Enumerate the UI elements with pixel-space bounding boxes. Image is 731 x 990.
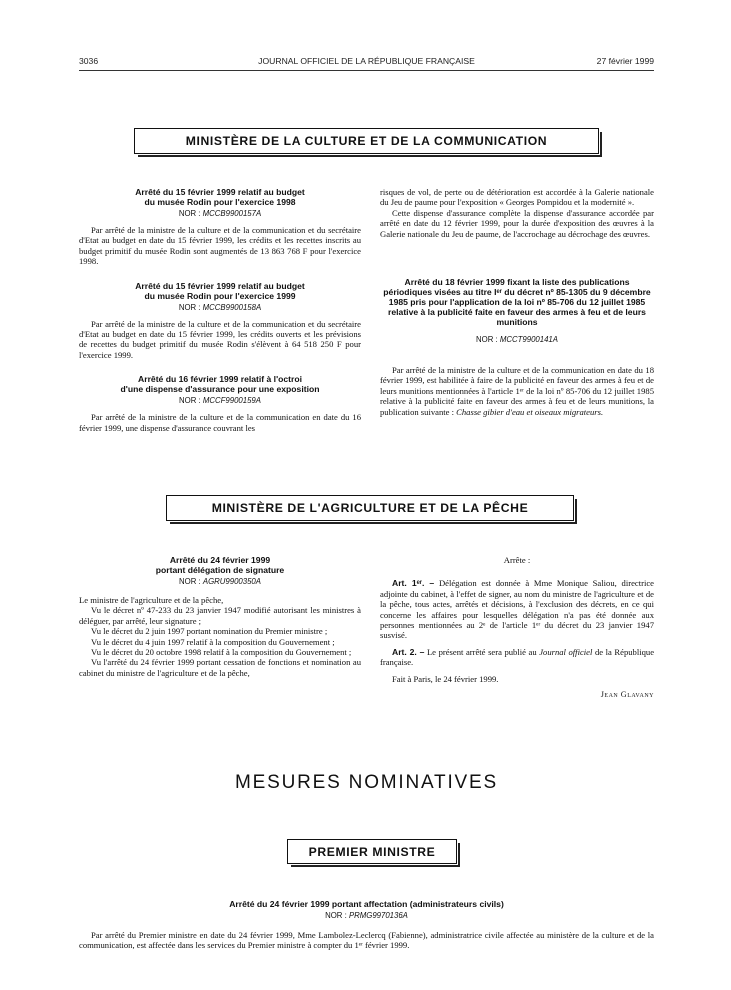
nor-reference	[380, 335, 654, 345]
nor-code: MCCT9900141A	[499, 335, 558, 345]
ministry-pm-title: PREMIER MINISTRE	[308, 844, 436, 859]
ministry-agriculture-box	[166, 495, 574, 521]
decree-visa: Vu le décret du 20 octobre 1998 relatif à la composition du Gouvernement ;	[91, 647, 352, 658]
article-2	[380, 647, 654, 668]
publication-name: Chasse gibier d'eau et oiseaux migrateurs.	[456, 406, 604, 417]
ministry-agriculture-title: MINISTÈRE DE L'AGRICULTURE ET DE LA PÊCHE	[211, 501, 529, 515]
nor-label: NOR :	[178, 302, 201, 312]
decree-title-line: Arrêté du 15 février 1999 relatif au budget	[135, 280, 305, 291]
culture-left-column	[79, 187, 361, 433]
journal-name: Journal officiel	[539, 646, 593, 657]
nor-code: MCCB9900158A	[202, 302, 262, 312]
ministry-pm-box	[287, 839, 457, 864]
page-number: 3036	[79, 56, 99, 66]
nomination-decree	[79, 899, 654, 951]
arrete-label: Arrête :	[503, 555, 531, 565]
nor-reference	[79, 209, 361, 219]
culture-right-column	[380, 187, 654, 417]
decree-text-body: Par arrêté de la ministre de la culture et de la communication en date du 18 février 1999, est habilitée à faire de la publicité en faveur des armes à feu et de leurs munitions mentionnées à l'article 1ᵉʳ de la loi nº 85-706 du 12 juillet 1985 relative à la publicité faite en faveur des armes à feu et de leurs munitions, la publication suivante :	[380, 365, 654, 417]
nor-reference	[79, 911, 654, 921]
decree-title	[79, 374, 361, 394]
decree-title-line: portant délégation de signature	[155, 565, 285, 575]
decree-title	[79, 555, 361, 575]
decree-text: Cette dispense d'assurance complète la dispense d'assurance accordée par arrêté en date du 12 février 1999, pour la durée d'exposition des œuvres à la Galerie nationale du Jeu de paume, de l'accrochage au décrochage des œuvres.	[380, 207, 654, 239]
decree-visa: Vu le décret du 4 juin 1997 relatif à la composition du Gouvernement ;	[91, 636, 335, 647]
nor-label: NOR :	[476, 335, 498, 345]
issue-date: 27 février 1999	[596, 56, 654, 66]
decree-title-line: Arrêté du 24 février 1999	[169, 555, 271, 565]
nor-code: MCCB9900157A	[202, 209, 262, 218]
decree-title-line: du musée Rodin pour l'exercice 1998	[144, 197, 296, 207]
decree-title-line: d'une dispense d'assurance pour une exposition	[120, 384, 320, 395]
nor-code: MCCF9900159A	[202, 396, 261, 406]
decree-text	[380, 365, 654, 417]
done-at: Fait à Paris, le 24 février 1999.	[392, 673, 499, 684]
nor-reference	[79, 577, 361, 587]
nor-code: PRMG9970136A	[348, 911, 408, 921]
decree-visa: Le ministre de l'agriculture et de la pêche,	[79, 595, 224, 605]
article-1	[380, 578, 654, 640]
decree-title: Arrêté du 18 février 1999 fixant la liste des publications périodiques visées au titre Iᵉʳ du décret nº 85-1305 du 9 décembre 1985 pris pour l'application de la loi nº 85-706 du 12 juillet 1985 relative à la publicité faite en faveur des armes à feu et de leurs munitions	[383, 277, 651, 328]
ministry-culture-title: MINISTÈRE DE LA CULTURE ET DE LA COMMUNICATION	[185, 134, 548, 148]
decree-text-continued: risques de vol, de perte ou de détérioration est accordée à la Galerie nationale du Jeu de paume pour l'exposition « Georges Pompidou et la modernité ».	[380, 187, 654, 208]
decree-text: Par arrêté du Premier ministre en date du 24 février 1999, Mme Lambolez-Leclercq (Fabienne), administratrice civile affectée au ministère de la culture et de la communication, est affectée dans les services du Premier ministre à compter du 1ᵉʳ février 1999.	[79, 929, 654, 951]
nor-label: NOR :	[179, 396, 201, 406]
nor-reference	[79, 396, 361, 406]
agriculture-left-column	[79, 555, 361, 678]
decree-visa: Vu le décret du 2 juin 1997 portant nomination du Premier ministre ;	[91, 626, 328, 637]
nor-label: NOR :	[179, 577, 201, 586]
decree-text: Par arrêté de la ministre de la culture et de la communication et du secrétaire d'Etat au budget en date du 15 février 1999, les crédits ouverts et les prévisions de recettes du budget primitif du musée Rodin s'élèvent à 64 518 250 F pour l'exercice 1999.	[79, 318, 361, 360]
nor-reference	[79, 303, 361, 313]
journal-title: JOURNAL OFFICIEL DE LA RÉPUBLIQUE FRANÇAISE	[258, 56, 475, 66]
article-2-text: Le présent arrêté sera publié au	[426, 646, 537, 657]
nor-code: AGRU9900350A	[202, 577, 261, 586]
article-2-text-end: de la République française.	[380, 646, 655, 668]
nor-label: NOR :	[325, 911, 347, 921]
header-rule	[79, 70, 654, 71]
decree-title	[79, 281, 361, 301]
decree-text: Par arrêté de la ministre de la culture et de la communication et du secrétaire d'Etat au budget en date du 15 février 1999, les crédits et les recettes inscrits au budget primitif du musée Rodin sont augmentés de 13 863 768 F pour l'exercice 1998.	[79, 225, 361, 267]
article-1-label: Art. 1ᵉʳ. –	[392, 578, 435, 589]
article-2-label: Art. 2. –	[392, 646, 425, 657]
decree-title-line: du musée Rodin pour l'exercice 1999	[144, 290, 296, 301]
decree-title: Arrêté du 24 février 1999 portant affectation (administrateurs civils)	[229, 899, 504, 909]
agriculture-right-column	[380, 555, 654, 700]
decree-visa: Vu l'arrêté du 24 février 1999 portant cessation de fonctions et nomination au cabinet du ministre de l'agriculture et de la pêche,	[79, 657, 361, 678]
decree-title-line: Arrêté du 16 février 1999 relatif à l'octroi	[138, 374, 302, 385]
decree-text: Par arrêté de la ministre de la culture et de la communication en date du 16 février 1999, une dispense d'assurance couvrant les	[79, 412, 361, 433]
ministry-culture-box	[134, 128, 599, 154]
running-header	[79, 56, 654, 68]
decree-title-line: Arrêté du 15 février 1999 relatif au budget	[135, 187, 305, 197]
decree-title	[79, 187, 361, 207]
signature: Jean Glavany	[600, 690, 654, 700]
nor-label: NOR :	[178, 209, 201, 218]
section-heading: MESURES NOMINATIVES	[235, 772, 498, 793]
decree-visa: Vu le décret nº 47-233 du 23 janvier 1947 modifié autorisant les ministres à déléguer, par arrêté, leur signature ;	[79, 605, 361, 626]
article-1-text: Délégation est donnée à Mme Monique Saliou, directrice adjointe du cabinet, à l'effet de signer, au nom du ministre de l'agriculture et de la pêche, tous actes, arrêtés et décisions, à l'exclusion des décrets, en ce qui concerne les affaires pour lesquelles délégation n'a pas été donnée aux personnes mentionnées au 2ᵉ de l'article 1ᵉʳ du décret du 23 janvier 1947 susvisé.	[380, 578, 654, 641]
